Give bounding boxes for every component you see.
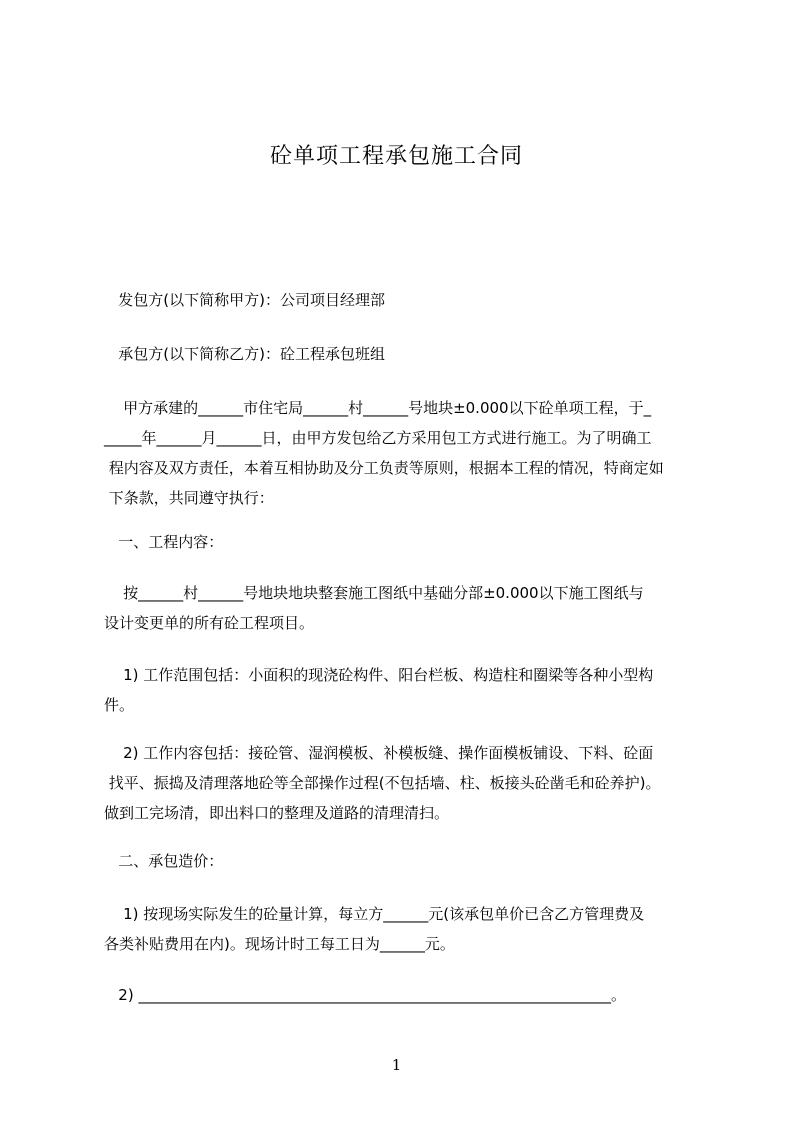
work-items-line-3: 做到工完场清，即出料口的整理及道路的清理清扫。 [104, 804, 450, 822]
price-line-2: 各类补贴费用在内)。现场计时工每工日为______元。 [104, 935, 455, 953]
work-scope-line-1: 1) 工作范围包括：小面积的现浇砼构件、阳台栏板、构造柱和圈梁等各种小型构 [104, 666, 654, 684]
party-a-line: 发包方(以下简称甲方)：公司项目经理部 [104, 291, 386, 309]
work-content-line-2: 设计变更单的所有砼工程项目。 [104, 614, 315, 632]
work-items-line-1: 2) 工作内容包括：接砼管、湿润模板、补模板缝、操作面模板铺设、下料、砼面 [104, 744, 654, 762]
section-heading-work-content: 一、工程内容： [104, 533, 224, 551]
intro-line-1: 甲方承建的______市住宅局______村______号地块±0.000以下砼单项工程，于_ [104, 399, 652, 417]
work-content-line-1: 按______村______号地块地块整套施工图纸中基础分部±0.000以下施工图纸与 [104, 584, 644, 602]
page-title: 砼单项工程承包施工合同 [269, 144, 523, 169]
intro-line-2: _____年______月______日，由甲方发包给乙方采用包工方式进行施工。为了明确工 [104, 429, 652, 447]
page-number: 1 [391, 1056, 402, 1074]
work-scope-line-2: 件。 [104, 696, 135, 714]
section-heading-contract-price: 二、承包造价： [104, 852, 224, 870]
intro-line-3: 程内容及双方责任，本着互相协助及分工负责等原则，根据本工程的情况，特商定如 [104, 459, 664, 477]
work-items-line-2: 找平、振捣及清理落地砼等全部操作过程(不包括墙、柱、板接头砼凿毛和砼养护)。 [104, 774, 661, 792]
price-line-1: 1) 按现场实际发生的砼量计算，每立方______元(该承包单价已含乙方管理费及 [104, 905, 645, 923]
intro-line-4: 下条款，共同遵守执行： [104, 489, 274, 507]
price-item-2-line: 2) _______________________________________________________________。 [104, 986, 626, 1004]
party-b-line: 承包方(以下简称乙方)：砼工程承包班组 [104, 345, 386, 363]
